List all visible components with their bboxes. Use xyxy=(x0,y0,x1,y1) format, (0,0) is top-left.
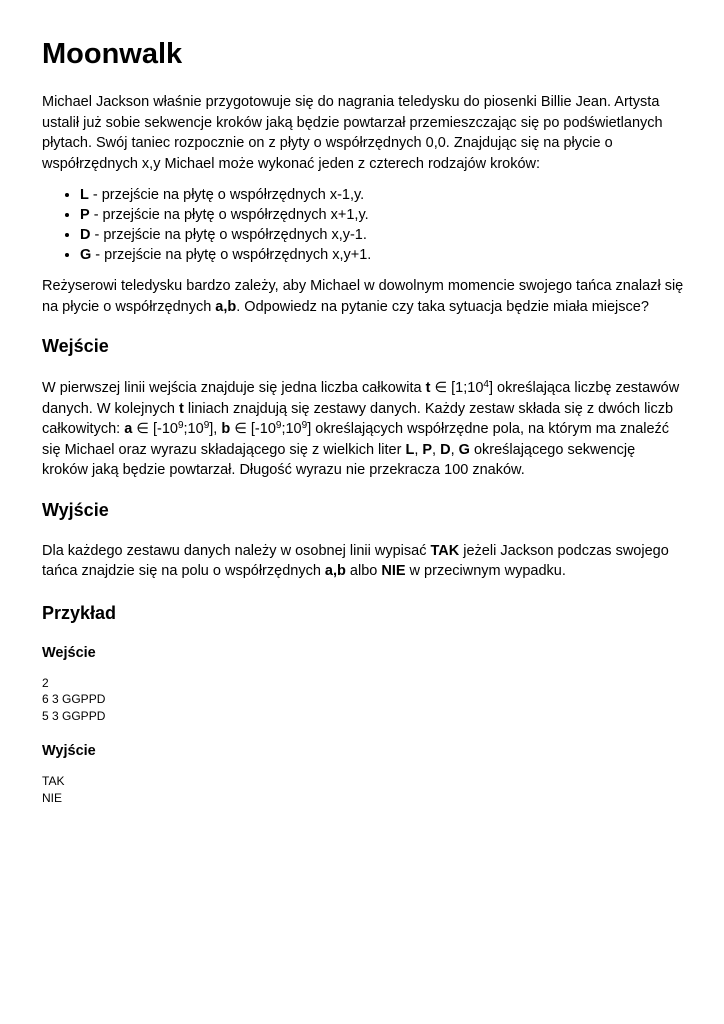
document xyxy=(42,32,684,806)
question-paragraph: Reżyserowi teledysku bardzo zależy, aby Michael w dowolnym momencie swojego tańca znalazł się na płycie o współrzędnych a,b. Odpowiedz na pytanie czy taka sytuacja będzie miała miejsce? xyxy=(42,278,684,315)
output-heading: Wyjście xyxy=(42,499,109,520)
example-output: TAK NIE xyxy=(42,774,65,805)
move-description: - przejście na płytę o współrzędnych x-1,y. xyxy=(88,187,365,203)
moves-list xyxy=(42,185,684,265)
list-item xyxy=(80,225,684,245)
list-item xyxy=(80,245,684,265)
example-output-heading: Wyjście xyxy=(42,743,96,759)
move-key: L xyxy=(80,187,89,203)
move-description: - przejście na płytę o współrzędnych x,y+1. xyxy=(91,247,372,263)
intro-paragraph: Michael Jackson właśnie przygotowuje się do nagrania teledysku do piosenki Billie Jean. Artysta ustalił już sobie sekwencje kroków jaką będzie powtarzał przemieszczając się po podświetlanych płytach. Swój taniec rozpocznie on z płyty o współrzędnych 0,0. Znajdując się na płycie o współrzędnych x,y Michael może wykonać jeden z czterech rodzajów kroków: xyxy=(42,94,663,172)
input-description: W pierwszej linii wejścia znajduje się jedna liczba całkowita t ∈ $[1;10^4]$ określająca liczbę zestawów danych. W kolejnych t liniach znajdują się zestawy danych. Każdy zestaw składa się z dwóch liczb całkowitych: a ∈ $[-10^9;10^9]$, b ∈ $[-10^9;10^9]$ określających współrzędne pola, na którym ma znaleźć się Michael oraz wyrazu składającego się z wielkich liter L, P, D, G określającego sekwencję kroków jaką będzie powtarzał. Długość wyrazu nie przekracza 100 znaków. xyxy=(42,379,680,478)
move-key: D xyxy=(80,227,91,243)
example-heading: Przykład xyxy=(42,602,117,623)
move-key: G xyxy=(80,247,92,263)
move-description: - przejście na płytę o współrzędnych x+1,y. xyxy=(89,207,369,223)
example-input-heading: Wejście xyxy=(42,644,96,661)
list-item xyxy=(80,205,684,225)
output-description: Dla każdego zestawu danych należy w osobnej linii wypisać TAK jeżeli Jackson podczas swojego tańca znajdzie się na polu o współrzędnych a,b albo NIE w przeciwnym wypadku. xyxy=(42,542,669,579)
page-title: Moonwalk xyxy=(42,38,183,70)
move-key: P xyxy=(80,207,90,223)
example-input: 2 6 3 GGPPD 5 3 GGPPD xyxy=(42,675,106,723)
list-item xyxy=(80,185,684,205)
move-description: - przejście na płytę o współrzędnych x,y-1. xyxy=(90,227,367,243)
input-heading: Wejście xyxy=(42,336,109,356)
